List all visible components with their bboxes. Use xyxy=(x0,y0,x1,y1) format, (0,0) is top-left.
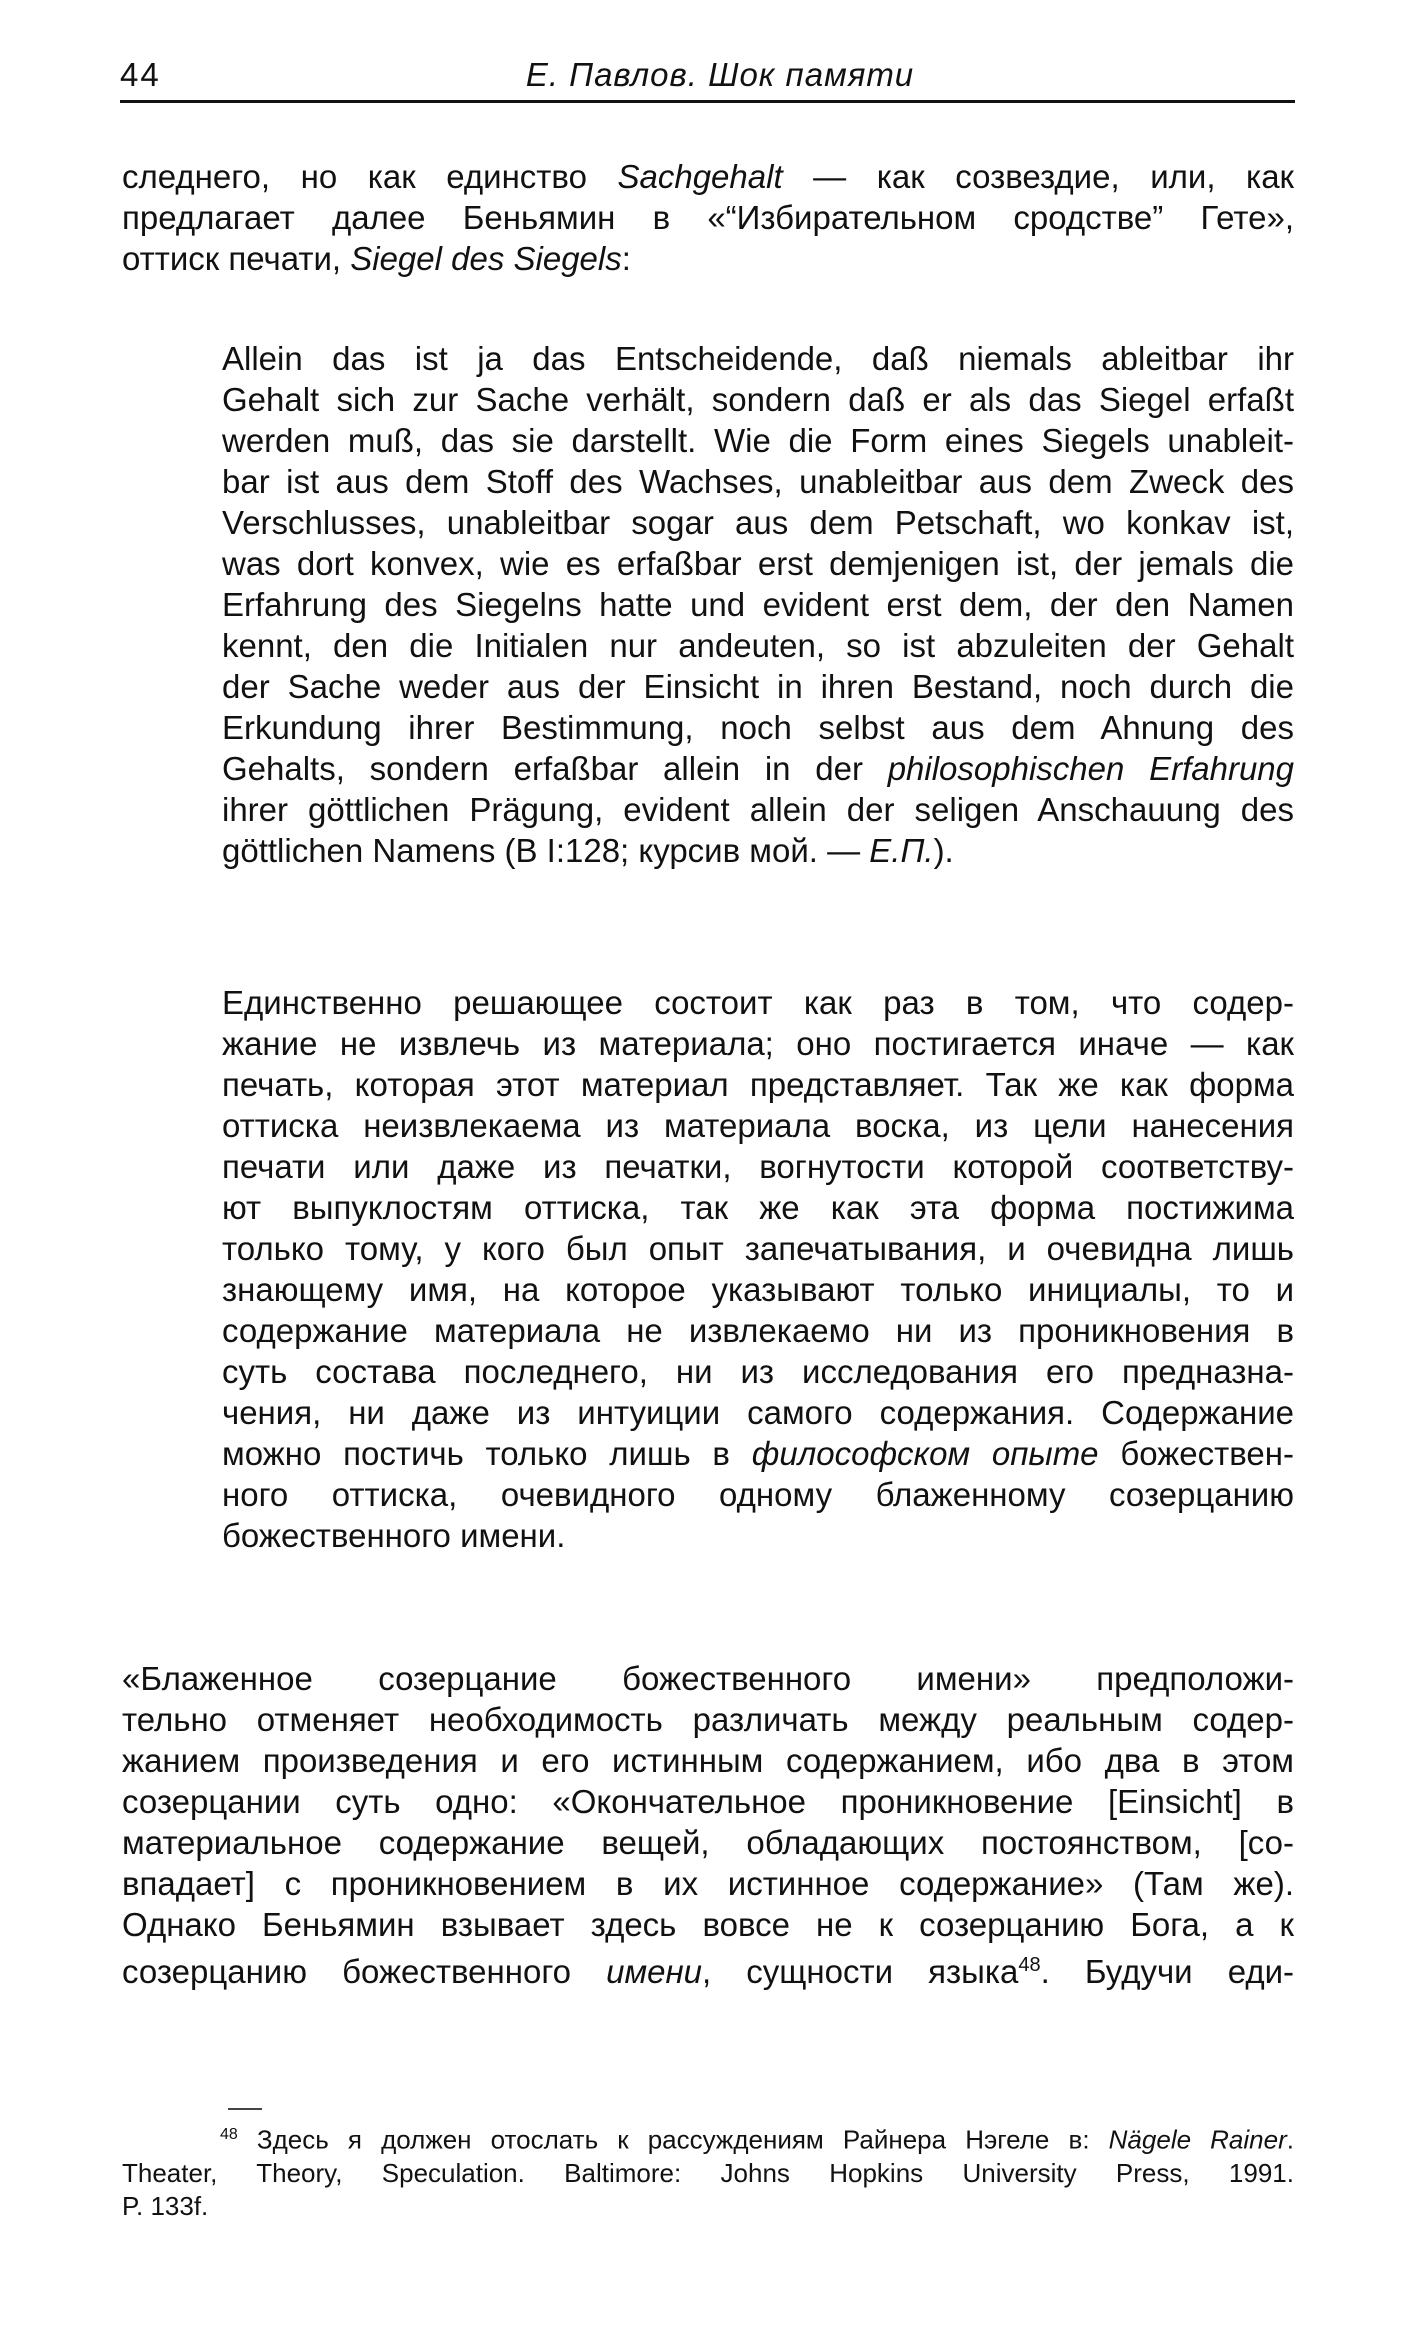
text-line: жанием произведения и его истинным содержанием, ибо два в этом xyxy=(122,1742,1294,1779)
text-line: тельно отменяет необходимость различать между реальным содер- xyxy=(122,1701,1294,1738)
text-line: созерцании суть одно: «Окончательное проникновение [Einsicht] в xyxy=(122,1783,1294,1820)
quote-line: содержание материала не извлекаемо ни из проникновения в xyxy=(222,1312,1294,1349)
footnote-marker: 48 xyxy=(220,2126,238,2143)
quote-line: чения, ни даже из интуиции самого содержания. Содержание xyxy=(222,1394,1294,1431)
text-line: материальное содержание вещей, обладающих постоянством, [со- xyxy=(122,1824,1294,1861)
quote-line: der Sache weder aus der Einsicht in ihren Bestand, noch durch die xyxy=(222,668,1294,705)
footnote-line: $^{48}$ Здесь я должен отослать к рассуждениям Райнера Нэгеле в: Nägele Rainer. xyxy=(220,2124,1294,2155)
emphasis-author: Nägele Rainer xyxy=(1108,2124,1287,2155)
emphasis-siegel: Siegel des Siegels xyxy=(350,240,622,277)
quote-line: was dort konvex, wie es erfaßbar erst demjenigen ist, der jemals die xyxy=(222,545,1294,582)
quote-line: Gehalts, sondern erfaßbar allein in der philosophischen Erfahrung xyxy=(222,750,1295,787)
paragraph-main xyxy=(122,1658,1294,1992)
quote-line: печати или даже из печатки, вогнутости которой соответству- xyxy=(222,1148,1294,1185)
quote-line: kennt, den die Initialen nur andeuten, so ist abzuleiten der Gehalt xyxy=(222,627,1294,664)
footnote-48 xyxy=(122,2118,1294,2223)
quote-line: ihrer göttlichen Prägung, evident allein der seligen Anschauung des xyxy=(222,791,1294,828)
block-quote-german xyxy=(222,338,1294,871)
quote-line: божественного имени. xyxy=(222,1517,566,1554)
quote-line: жание не извлечь из материала; оно постигается иначе — как xyxy=(222,1025,1294,1062)
quote-line: Gehalt sich zur Sache verhält, sondern daß er als das Siegel erfaßt xyxy=(222,381,1294,418)
footnote-ref[interactable]: 48 xyxy=(1018,1954,1041,1976)
emphasis-initials: Е.П. xyxy=(869,832,934,869)
text-line: впадает] с проникновением в их истинное содержание» (Там же). xyxy=(122,1865,1294,1902)
quote-line: можно постичь только лишь в философском опыте божествен- xyxy=(222,1435,1294,1472)
quote-line: Allein das ist ja das Entscheidende, daß niemals ableitbar ihr xyxy=(222,340,1294,377)
emphasis-name: имени xyxy=(606,1953,702,1990)
quote-line: ют выпуклостям оттиска, так же как эта форма постижима xyxy=(222,1189,1294,1226)
emphasis-philosophical-experience: философском опыте xyxy=(751,1435,1099,1472)
text-line: оттиск печати, Siegel des Siegels: xyxy=(122,240,631,277)
quote-line: Единственно решающее состоит как раз в том, что содер- xyxy=(222,984,1294,1021)
block-quote-russian xyxy=(222,982,1294,1556)
emphasis-philosophischen: philosophischen Erfahrung xyxy=(887,750,1295,787)
page-number: 44 xyxy=(120,56,161,93)
page-header xyxy=(120,52,1295,103)
quote-line: Erfahrung des Siegelns hatte und evident erst dem, der den Namen xyxy=(222,586,1294,623)
quote-line: печать, которая этот материал представляет. Так же как форма xyxy=(222,1066,1294,1103)
text-line: предлагает далее Беньямин в «“Избирательном сродстве” Гете», xyxy=(122,199,1294,236)
footnote-divider xyxy=(228,2108,262,2110)
footnote-line: Theater, Theory, Speculation. Baltimore: Johns Hopkins University Press, 1991. xyxy=(122,2157,1294,2188)
quote-line: bar ist aus dem Stoff des Wachses, unableitbar aus dem Zweck des xyxy=(222,463,1294,500)
quote-line: оттиска неизвлекаема из материала воска, из цели нанесения xyxy=(222,1107,1294,1144)
quote-line: Verschlusses, unableitbar sogar aus dem Petschaft, wo konkav ist, xyxy=(222,504,1294,541)
text-line: созерцанию божественного имени, сущности языка$^{48}$. Будучи еди- xyxy=(122,1953,1294,1990)
quote-line: werden muß, das sie darstellt. Wie die Form eines Siegels unableit- xyxy=(222,422,1294,459)
paragraph-intro xyxy=(122,156,1294,279)
quote-line: ного оттиска, очевидного одному блаженному созерцанию xyxy=(222,1476,1294,1513)
quote-line: Erkundung ihrer Bestimmung, noch selbst aus dem Ahnung des xyxy=(222,709,1294,746)
quote-line: göttlichen Namens (B I:128; курсив мой. — Е.П.). xyxy=(222,832,954,869)
text-line: следнего, но как единство Sachgehalt — как созвездие, или, как xyxy=(122,158,1294,195)
emphasis-sachgehalt: Sachgehalt xyxy=(617,158,783,195)
text-line: «Блаженное созерцание божественного имени» предположи- xyxy=(122,1660,1294,1697)
text-line: Однако Беньямин взывает здесь вовсе не к созерцанию Бога, а к xyxy=(122,1906,1294,1943)
quote-line: только тому, у кого был опыт запечатывания, и очевидна лишь xyxy=(222,1230,1294,1267)
quote-line: знающему имя, на которое указывают только инициалы, то и xyxy=(222,1271,1294,1308)
running-title: Е. Павлов. Шок памяти xyxy=(525,56,915,93)
quote-line: суть состава последнего, ни из исследования его предназна- xyxy=(222,1353,1294,1390)
footnote-line: P. 133f. xyxy=(122,2190,209,2221)
